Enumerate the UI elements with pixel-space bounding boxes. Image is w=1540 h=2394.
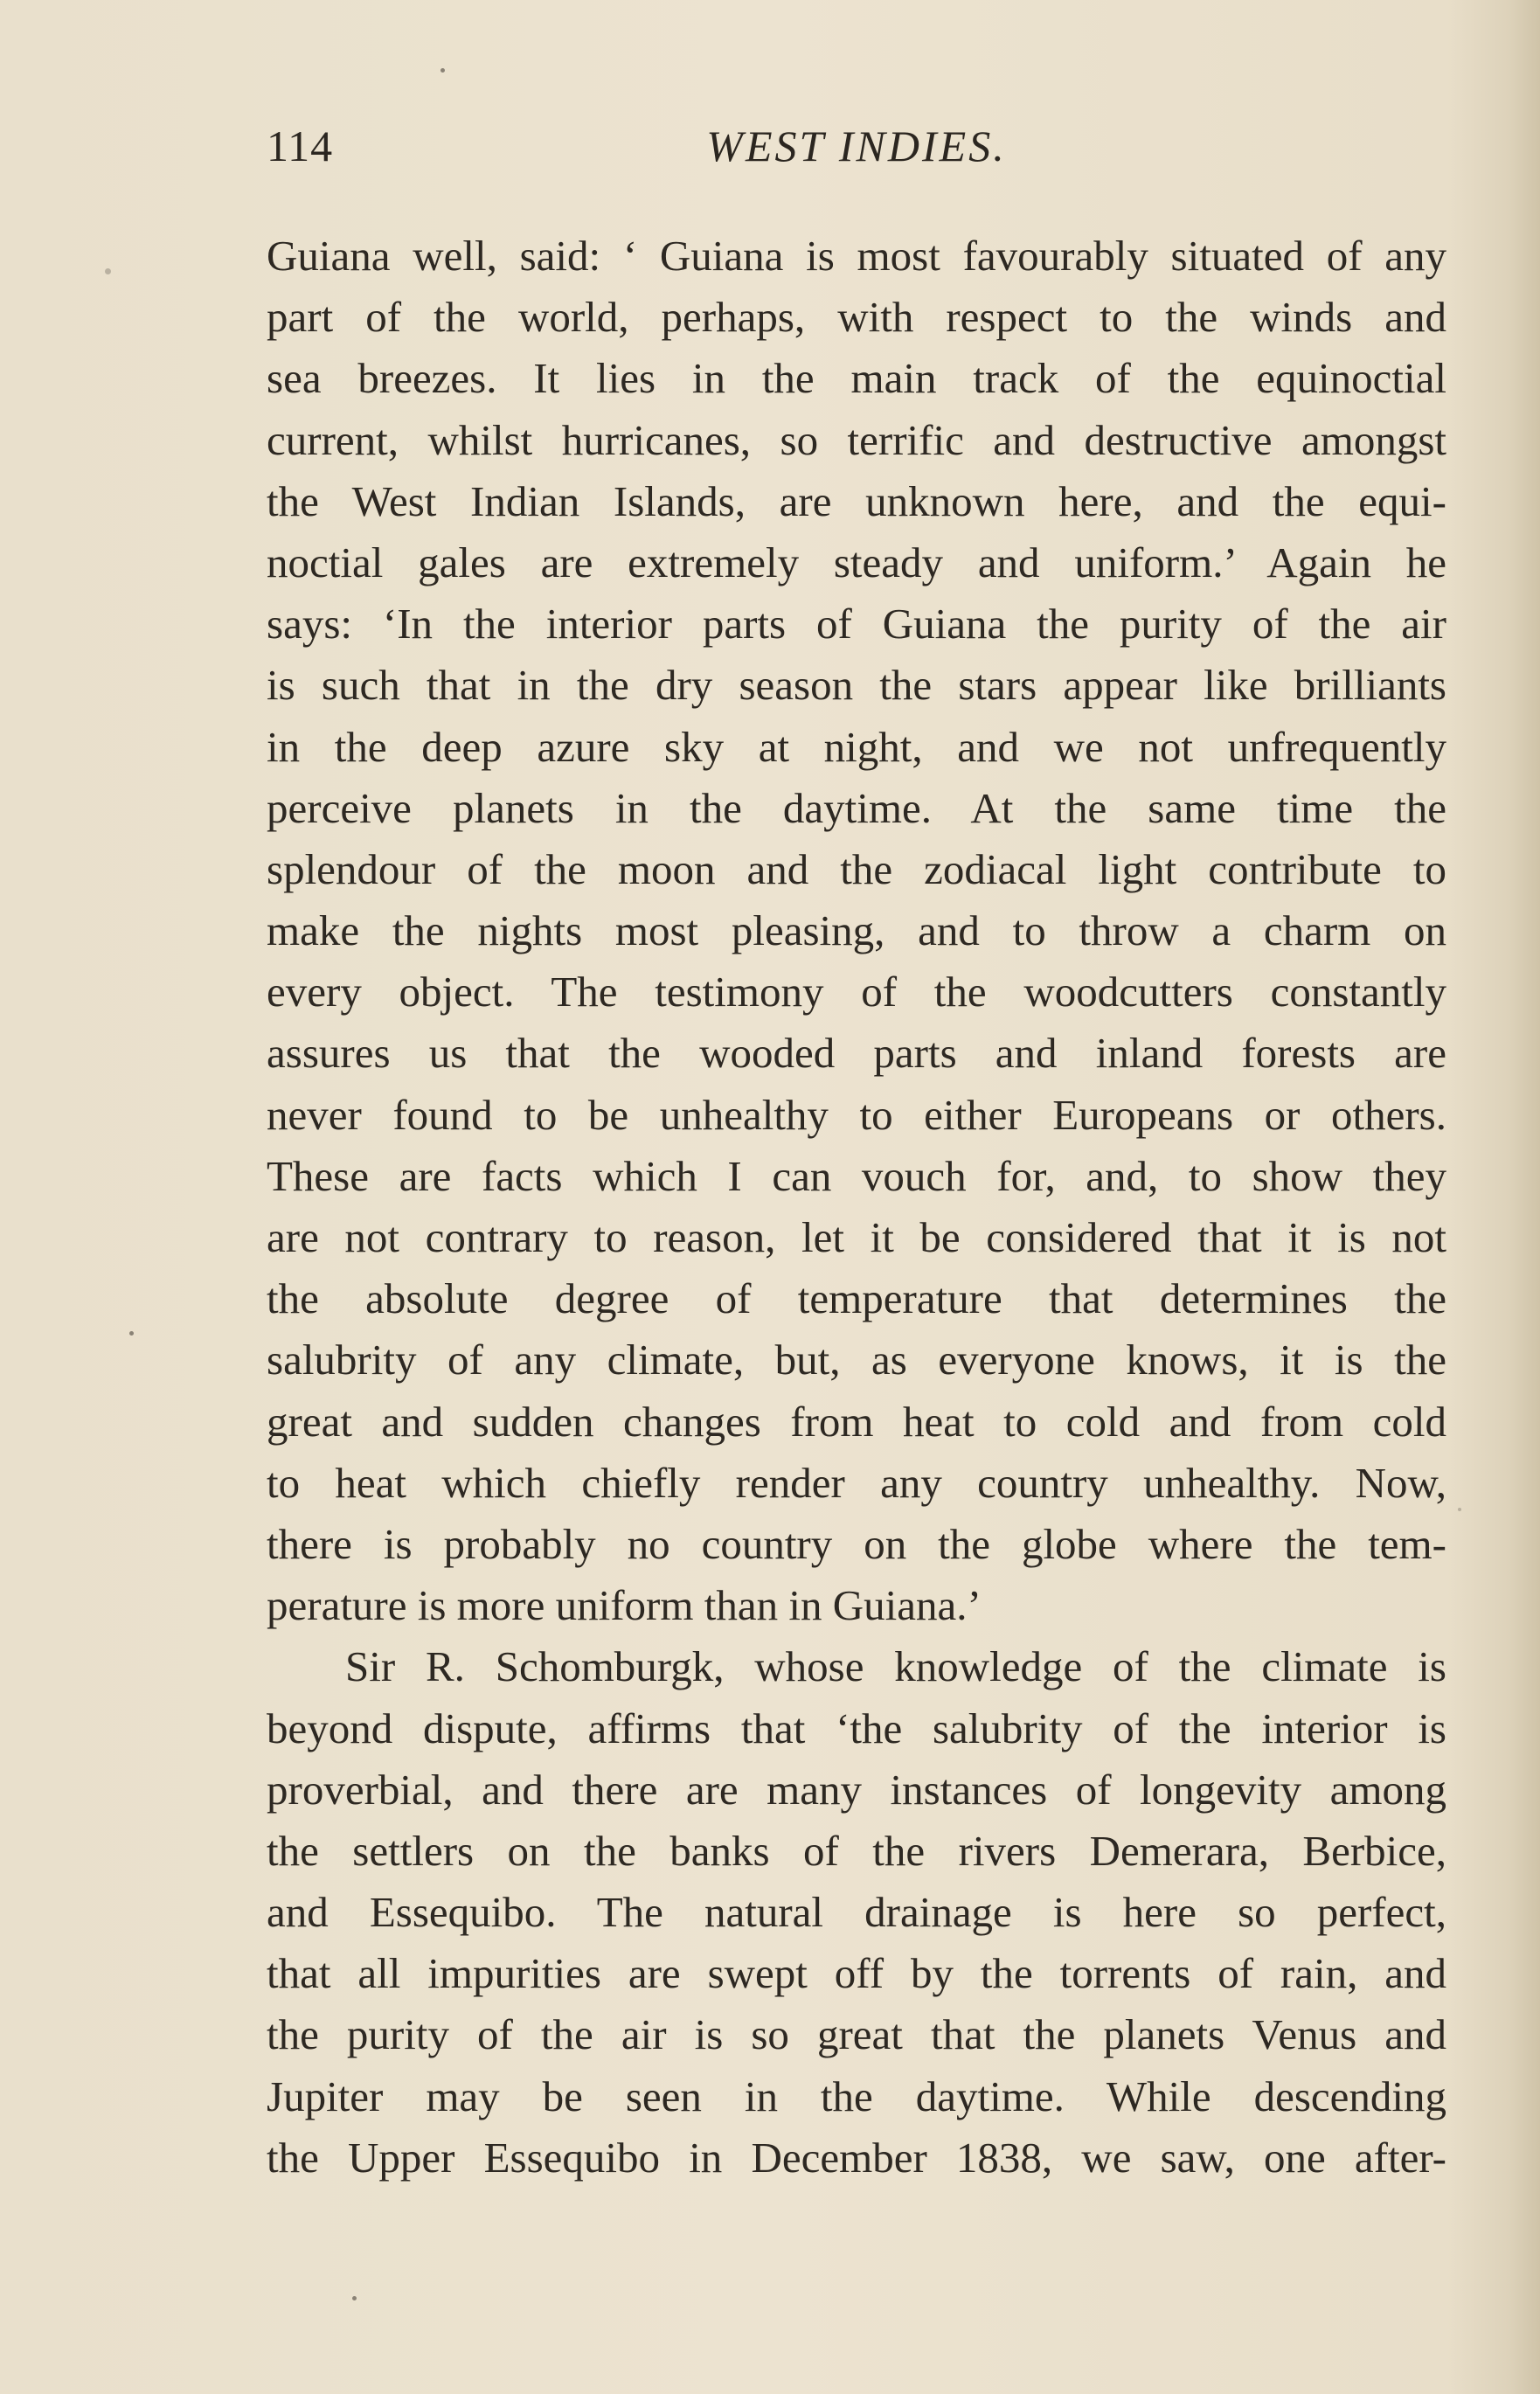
text-line: salubrity of any climate, but, as everyone knows, it is the xyxy=(267,1336,1446,1384)
text-line: is such that in the dry season the stars appear like brilliants xyxy=(267,661,1446,710)
text-line: great and sudden changes from heat to cold and from cold xyxy=(267,1397,1446,1446)
text-line: part of the world, perhaps, with respect to the winds and xyxy=(267,293,1446,342)
text-line: the settlers on the banks of the rivers Demerara, Berbice, xyxy=(267,1826,1446,1875)
text-line: the absolute degree of temperature that determines the xyxy=(267,1274,1446,1323)
text-line: Guiana well, said: ‘ Guiana is most favourably situated of any xyxy=(267,232,1446,280)
text-line: there is probably no country on the globe where the tem- xyxy=(267,1519,1446,1568)
text-line: proverbial, and there are many instances of longevity among xyxy=(267,1765,1446,1814)
running-head: WEST INDIES. xyxy=(706,121,1007,170)
text-line: every object. The testimony of the woodcutters constantly xyxy=(267,968,1446,1017)
text-line: the West Indian Islands, are unknown here, and the equi- xyxy=(267,476,1446,525)
paper-speck xyxy=(1458,1508,1461,1511)
text-line: perature is more uniform than in Guiana.’ xyxy=(267,1581,982,1630)
text-line: current, whilst hurricanes, so terrific and destructive amongst xyxy=(267,415,1446,464)
text-line: perceive planets in the daytime. At the same time the xyxy=(267,783,1446,832)
text-line: that all impurities are swept off by the torrents of rain, and xyxy=(267,1949,1446,1998)
paper-speck xyxy=(440,68,445,73)
text-line: noctial gales are extremely steady and uniform.’ Again he xyxy=(267,538,1446,586)
text-line: are not contrary to reason, let it be considered that it is not xyxy=(267,1213,1446,1261)
text-line: make the nights most pleasing, and to throw a charm on xyxy=(267,906,1446,955)
paper-speck xyxy=(129,1331,134,1336)
text-line: These are facts which I can vouch for, and, to show they xyxy=(267,1151,1446,1200)
text-line: says: ‘In the interior parts of Guiana the purity of the air xyxy=(267,600,1446,649)
text-line: to heat which chiefly render any country unhealthy. Now, xyxy=(267,1458,1446,1507)
text-line: and Essequibo. The natural drainage is here so perfect, xyxy=(267,1888,1446,1937)
text-line: Jupiter may be seen in the daytime. While descending xyxy=(267,2071,1446,2120)
body-text xyxy=(267,226,1446,2189)
text-line: Sir R. Schomburgk, whose knowledge of the climate is xyxy=(345,1642,1446,1691)
text-line: beyond dispute, affirms that ‘the salubrity of the interior is xyxy=(267,1704,1446,1752)
text-line: splendour of the moon and the zodiacal light contribute to xyxy=(267,844,1446,893)
paper-speck xyxy=(105,268,111,274)
text-line: the purity of the air is so great that the planets Venus and xyxy=(267,2010,1446,2059)
text-line: sea breezes. It lies in the main track of the equinoctial xyxy=(267,354,1446,403)
page-header xyxy=(267,121,1446,182)
page-number: 114 xyxy=(267,121,334,170)
text-line: assures us that the wooded parts and inland forests are xyxy=(267,1029,1446,1078)
paper-speck xyxy=(352,2296,357,2300)
text-line: in the deep azure sky at night, and we not unfrequently xyxy=(267,722,1446,771)
text-line: never found to be unhealthy to either Europeans or others. xyxy=(267,1090,1446,1139)
text-line: the Upper Essequibo in December 1838, we saw, one after- xyxy=(267,2133,1446,2182)
